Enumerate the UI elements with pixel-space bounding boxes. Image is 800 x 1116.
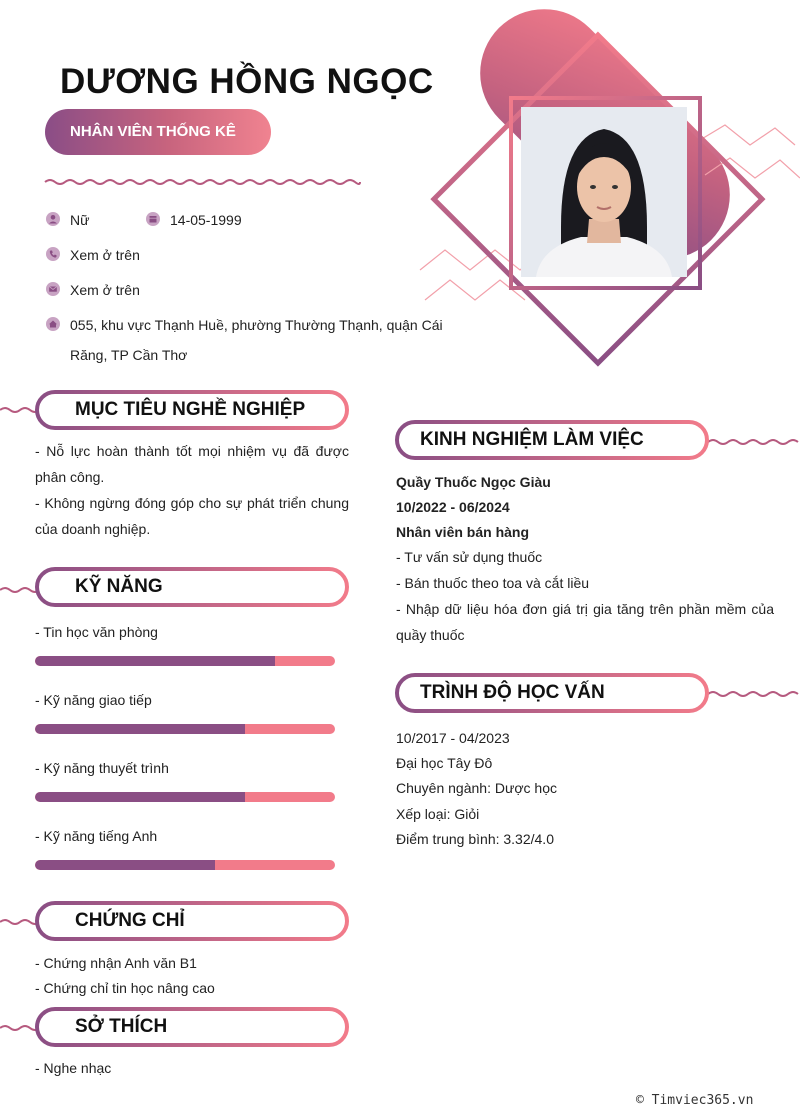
phone-icon <box>46 247 60 261</box>
certificate-item: - Chứng nhận Anh văn B1 <box>35 955 197 971</box>
skill-label-office: - Tin học văn phòng <box>35 624 158 640</box>
hobby-item: - Nghe nhạc <box>35 1060 112 1076</box>
home-icon <box>46 317 60 331</box>
job-title-badge <box>45 109 271 155</box>
education-school: Đại học Tây Đô <box>396 755 493 771</box>
job-title-text: NHÂN VIÊN THỐNG KÊ <box>70 123 236 140</box>
gender-value: Nữ <box>70 212 90 228</box>
zigzag-right <box>700 125 795 145</box>
experience-duty: - Bán thuốc theo toa và cắt liều <box>396 575 590 591</box>
education-major: Chuyên ngành: Dược học <box>396 780 557 796</box>
experience-company: Quầy Thuốc Ngọc Giàu <box>396 474 551 490</box>
header-hobbies <box>0 1009 347 1045</box>
experience-duty: - Nhập dữ liệu hóa đơn giá trị gia tăng trên phần mềm của quầy thuốc <box>396 601 774 643</box>
education-period: 10/2017 - 04/2023 <box>396 730 510 746</box>
certificate-item: - Chứng chỉ tin học nâng cao <box>35 980 215 996</box>
skill-label-english: - Kỹ năng tiếng Anh <box>35 828 158 844</box>
header-skills <box>0 569 347 605</box>
skill-label-presentation: - Kỹ năng thuyết trình <box>35 760 169 776</box>
experience-duty: - Tư vấn sử dụng thuốc <box>396 549 543 565</box>
objective-title: MỤC TIÊU NGHỀ NGHIỆP <box>75 399 306 420</box>
experience-period: 10/2022 - 06/2024 <box>396 499 510 515</box>
skill-label-communication: - Kỹ năng giao tiếp <box>35 692 152 708</box>
skill-bar-english <box>35 860 335 870</box>
certificates-title: CHỨNG CHỈ <box>75 910 185 931</box>
address-line-1: 055, khu vực Thạnh Huề, phường Thường Thạnh, quận Cái <box>70 317 443 333</box>
header-wave <box>45 180 360 184</box>
skills-title: KỸ NĂNG <box>75 576 163 597</box>
hobbies-title: SỞ THÍCH <box>75 1016 168 1037</box>
skill-bar-office <box>35 656 335 666</box>
skill-bar-communication <box>35 724 335 734</box>
candidate-name: DƯƠNG HỒNG NGỌC <box>60 62 434 101</box>
education-gpa: Điểm trung bình: 3.32/4.0 <box>396 831 554 847</box>
birthday-value: 14-05-1999 <box>170 212 242 228</box>
email-value: Xem ở trên <box>70 282 140 298</box>
phone-value: Xem ở trên <box>70 247 140 263</box>
mail-icon <box>46 282 60 296</box>
copyright-footer: © Timviec365.vn <box>636 1093 754 1108</box>
address-line-2: Răng, TP Cần Thơ <box>70 347 188 363</box>
education-title: TRÌNH ĐỘ HỌC VẤN <box>420 682 605 703</box>
education-rank: Xếp loại: Giỏi <box>396 806 480 822</box>
user-icon <box>46 212 60 226</box>
experience-title: KINH NGHIỆM LÀM VIỆC <box>420 429 644 450</box>
objective-line-2: - Không ngừng đóng góp cho sự phát triển chung của doanh nghiệp. <box>35 495 349 537</box>
skill-bar-presentation <box>35 792 335 802</box>
experience-position: Nhân viên bán hàng <box>396 524 530 540</box>
portrait-image <box>521 107 687 277</box>
calendar-icon <box>146 212 160 226</box>
objective-line-1: - Nỗ lực hoàn thành tốt mọi nhiệm vụ đã được phân công. <box>35 443 349 485</box>
profile-photo <box>521 107 687 277</box>
